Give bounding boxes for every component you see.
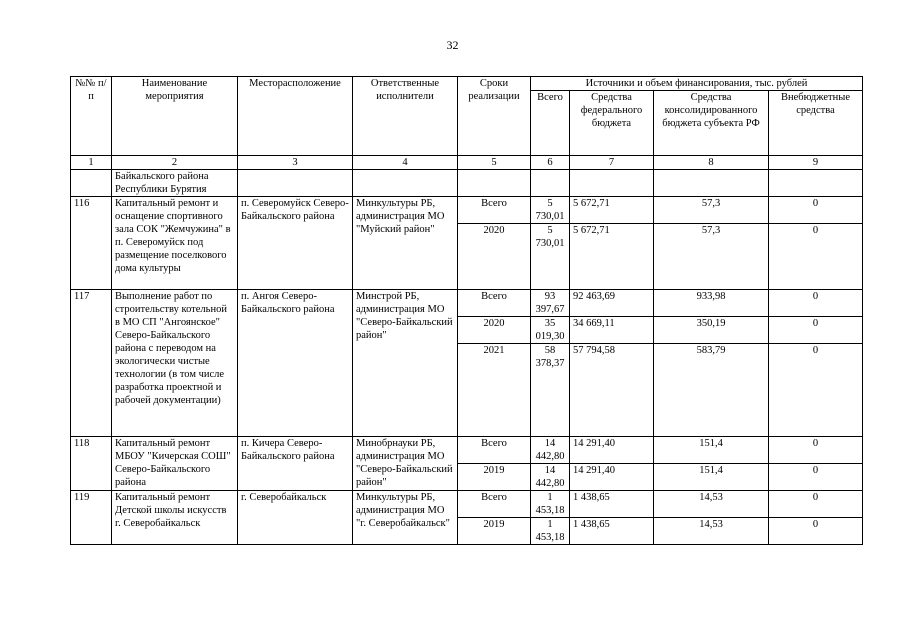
- row-total: 58 378,37: [531, 344, 570, 437]
- column-index: 1: [71, 156, 112, 170]
- row-extrabudget: 0: [769, 464, 863, 491]
- financing-table: [70, 76, 863, 545]
- row-federal: 34 669,11: [570, 317, 654, 344]
- row-extrabudget: 0: [769, 317, 863, 344]
- row-federal: 1 438,65: [570, 518, 654, 545]
- row-extrabudget: 0: [769, 518, 863, 545]
- row-total: 5 730,01: [531, 197, 570, 224]
- row-num: 119: [71, 491, 112, 545]
- column-index: 7: [570, 156, 654, 170]
- column-index: 9: [769, 156, 863, 170]
- row-name: Капитальный ремонт Детской школы искусств г. Северобайкальск: [112, 491, 238, 545]
- row-period: 2020: [458, 224, 531, 290]
- row-responsible: Минстрой РБ, администрация МО "Северо-Байкальский район": [353, 290, 458, 437]
- row-period: 2019: [458, 464, 531, 491]
- row-extrabudget: 0: [769, 344, 863, 437]
- row-name: Капитальный ремонт МБОУ "Кичерская СОШ" Северо-Байкальского района: [112, 437, 238, 491]
- row-period: 2019: [458, 518, 531, 545]
- row-total: 93 397,67: [531, 290, 570, 317]
- row-responsible: Минобрнауки РБ, администрация МО "Северо-Байкальский район": [353, 437, 458, 491]
- row-federal: 14 291,40: [570, 437, 654, 464]
- row-period: Всего: [458, 290, 531, 317]
- header-federal: Средства федерального бюджета: [570, 91, 654, 156]
- row-period: 2020: [458, 317, 531, 344]
- row-name: Выполнение работ по строительству котельной в МО СП "Ангоянское" Северо-Байкальского района с переводом на экологически чистые технологии (в том числе разработка проектной и рабочей документации): [112, 290, 238, 437]
- row-extrabudget: 0: [769, 224, 863, 290]
- column-index: 3: [238, 156, 353, 170]
- table-row: [71, 491, 863, 518]
- row-extrabudget: 0: [769, 491, 863, 518]
- row-period: Всего: [458, 197, 531, 224]
- column-index: 4: [353, 156, 458, 170]
- header-period: Сроки реализации: [458, 77, 531, 156]
- header-num: №№ п/п: [71, 77, 112, 156]
- row-total: 1 453,18: [531, 518, 570, 545]
- header-name: Наименование мероприятия: [112, 77, 238, 156]
- column-index: 6: [531, 156, 570, 170]
- row-consolidated: 14,53: [654, 518, 769, 545]
- row-consolidated: 933,98: [654, 290, 769, 317]
- table-row: [71, 437, 863, 464]
- header-location: Месторасположение: [238, 77, 353, 156]
- table-row: [71, 197, 863, 224]
- row-total: 14 442,80: [531, 464, 570, 491]
- row-total: 5 730,01: [531, 224, 570, 290]
- row-federal: 14 291,40: [570, 464, 654, 491]
- row-num: 118: [71, 437, 112, 491]
- row-period: 2021: [458, 344, 531, 437]
- row-consolidated: 14,53: [654, 491, 769, 518]
- row-extrabudget: 0: [769, 290, 863, 317]
- row-total: 14 442,80: [531, 437, 570, 464]
- row-consolidated: 151,4: [654, 437, 769, 464]
- table-row: [71, 290, 863, 317]
- row-federal: 92 463,69: [570, 290, 654, 317]
- row-location: п. Ангоя Северо-Байкальского района: [238, 290, 353, 437]
- row-federal: 1 438,65: [570, 491, 654, 518]
- page-number: 32: [446, 38, 459, 52]
- row-consolidated: 350,19: [654, 317, 769, 344]
- row-extrabudget: 0: [769, 437, 863, 464]
- row-location: п. Кичера Северо-Байкальского района: [238, 437, 353, 491]
- row-total: 35 019,30: [531, 317, 570, 344]
- row-federal: 5 672,71: [570, 224, 654, 290]
- row-consolidated: 583,79: [654, 344, 769, 437]
- row-responsible: Минкультуры РБ, администрация МО "Муйский район": [353, 197, 458, 290]
- header-responsible: Ответственные исполнители: [353, 77, 458, 156]
- row-location: г. Северобайкальск: [238, 491, 353, 545]
- row-extrabudget: 0: [769, 197, 863, 224]
- continuation-name: Байкальского района Республики Бурятия: [112, 170, 238, 197]
- header-consolidated: Средства консолидированного бюджета субъекта РФ: [654, 91, 769, 156]
- row-period: Всего: [458, 437, 531, 464]
- column-index: 2: [112, 156, 238, 170]
- row-period: Всего: [458, 491, 531, 518]
- row-federal: 57 794,58: [570, 344, 654, 437]
- row-consolidated: 57,3: [654, 224, 769, 290]
- row-responsible: Минкультуры РБ, администрация МО "г. Северобайкальск": [353, 491, 458, 545]
- header-total: Всего: [531, 91, 570, 156]
- row-num: 116: [71, 197, 112, 290]
- row-total: 1 453,18: [531, 491, 570, 518]
- header-financing-group: Источники и объем финансирования, тыс. рублей: [531, 77, 863, 91]
- row-num: 117: [71, 290, 112, 437]
- header-extrabudget: Внебюджетные средства: [769, 91, 863, 156]
- column-index: 5: [458, 156, 531, 170]
- column-index: 8: [654, 156, 769, 170]
- continuation-row: [71, 170, 863, 197]
- row-federal: 5 672,71: [570, 197, 654, 224]
- row-location: п. Северомуйск Северо-Байкальского района: [238, 197, 353, 290]
- row-consolidated: 57,3: [654, 197, 769, 224]
- row-name: Капитальный ремонт и оснащение спортивного зала СОК "Жемчужина" в п. Северомуйск под размещение поселкового дома культуры: [112, 197, 238, 290]
- column-index-row: [71, 156, 863, 170]
- row-consolidated: 151,4: [654, 464, 769, 491]
